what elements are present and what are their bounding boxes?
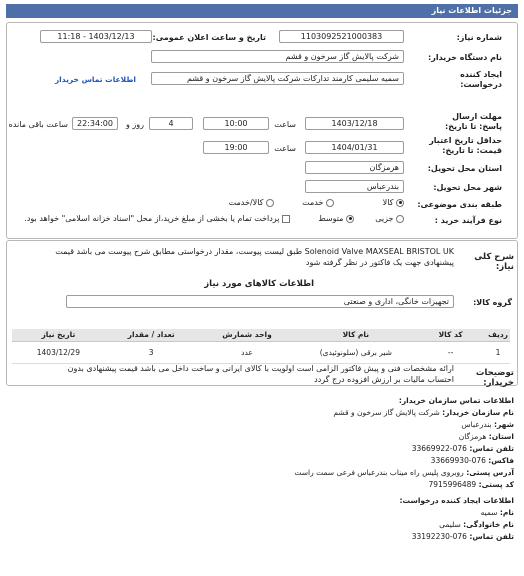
process-option-medium[interactable]: متوسط	[318, 214, 354, 223]
category-label: طبقه بندی موضوعی:	[417, 200, 502, 209]
category-option-service[interactable]: خدمت	[302, 198, 334, 207]
radio-icon[interactable]	[396, 215, 404, 223]
col-qty: تعداد / مقدار	[105, 329, 198, 341]
org-postal-line: کد پستی: 7915996489	[428, 480, 514, 489]
validity-time-field[interactable]: 19:00	[203, 141, 269, 154]
checkbox-icon[interactable]	[282, 215, 290, 223]
remaining-time-field[interactable]: 22:34:00	[72, 117, 118, 130]
radio-icon[interactable]	[346, 215, 354, 223]
radio-icon[interactable]	[396, 199, 404, 207]
need-number-field[interactable]: 1103092521000383	[279, 30, 404, 43]
deadline-date-field[interactable]: 1403/12/18	[305, 117, 404, 130]
creator-name-line: نام: سمیه	[480, 508, 514, 517]
cell-qty: 3	[105, 341, 198, 363]
org-phone-line: تلفن تماس: 076-33669922	[411, 444, 514, 453]
buyer-field[interactable]: شرکت پالایش گاز سرخون و قشم	[151, 50, 404, 63]
radio-icon[interactable]	[326, 199, 334, 207]
province-field[interactable]: هرمزگان	[305, 161, 404, 174]
category-option-goods-service[interactable]: کالا/خدمت	[229, 198, 274, 207]
creator-contact-title: اطلاعات ایجاد کننده درخواست:	[399, 496, 514, 505]
col-row: ردیف	[488, 330, 508, 340]
need-number-label: شماره نیاز:	[456, 33, 502, 42]
description-line-2: پیشنهادی جهت یک فاکتور در نظر گرفته شود	[305, 258, 454, 267]
cell-code: --	[415, 341, 486, 363]
process-label: نوع فرآیند خرید :	[434, 216, 502, 225]
org-address-line: آدرس پستی: روبروی پلیس راه میناب بندرعباس فرعی سمت راست	[294, 468, 514, 477]
goods-group-field[interactable]: تجهیزات خانگی، اداری و صنعتی	[66, 295, 454, 308]
validity-label: حداقل تاریخ اعتبار قیمت: تا تاریخ:	[429, 136, 502, 155]
org-contact-title: اطلاعات تماس سازمان خریدار:	[398, 396, 514, 405]
creator-family-line: نام خانوادگی: سلیمی	[439, 520, 514, 529]
treasury-option[interactable]: پرداخت تمام یا بخشی از مبلغ خرید،از محل "اسناد خزانه اسلامی" خواهد بود.	[24, 214, 290, 223]
creator-label: ایجاد کننده درخواست:	[460, 70, 502, 89]
remaining-label: ساعت باقی مانده	[8, 120, 68, 129]
goods-section-title: اطلاعات کالاهای مورد نیاز	[204, 279, 314, 289]
announce-label: تاریخ و ساعت اعلان عمومی:	[152, 33, 266, 42]
cell-unit: عدد	[198, 341, 297, 363]
deadline-time-field[interactable]: 10:00	[203, 117, 269, 130]
province-label: استان محل تحویل:	[427, 164, 502, 173]
page-title: جزئیات اطلاعات نیاز	[431, 6, 512, 15]
cell-row: 1	[486, 341, 510, 363]
col-code: کد کالا	[415, 329, 486, 341]
goods-table	[12, 329, 510, 364]
city-label: شهر محل تحویل:	[433, 183, 502, 192]
deadline-time-label: ساعت	[274, 120, 296, 129]
buyer-notes-label: توضیحات خریدار:	[475, 368, 514, 388]
org-city-line: شهر: بندرعباس	[461, 420, 514, 429]
deadline-label: مهلت ارسال پاسخ: تا تاریخ:	[445, 112, 502, 131]
creator-field[interactable]: سمیه سلیمی کارمند تدارکات شرکت پالایش گاز سرخون و قشم	[151, 72, 404, 85]
description-line-1: Solenoid Valve MAXSEAL BRISTOL UK طبق لیست پیوست، مقدار درخواستی مطابق شرح پیوست می باشد قیمت	[55, 247, 454, 256]
validity-date-field[interactable]: 1404/01/31	[305, 141, 404, 154]
radio-icon[interactable]	[266, 199, 274, 207]
table-row[interactable]	[12, 341, 510, 363]
org-fax-line: فاکس: 076-33669930	[430, 456, 514, 465]
days-label: روز و	[126, 120, 144, 129]
buyer-notes-line-2: احتساب مالیات بر ارزش افزوده درج گردد	[314, 375, 454, 384]
process-option-minor[interactable]: جزیی	[375, 214, 404, 223]
days-field[interactable]: 4	[149, 117, 193, 130]
col-unit: واحد شمارش	[198, 329, 297, 341]
col-date: تاریخ نیاز	[12, 329, 105, 341]
validity-time-label: ساعت	[274, 144, 296, 153]
org-province-line: استان: هرمزگان	[458, 432, 514, 441]
buyer-contact-link[interactable]: اطلاعات تماس خریدار	[54, 75, 136, 84]
city-field[interactable]: بندرعباس	[305, 180, 404, 193]
category-option-goods[interactable]: کالا	[383, 198, 404, 207]
col-name: نام کالا	[296, 329, 415, 341]
creator-phone-line: تلفن تماس: 076-33192230	[411, 532, 514, 541]
cell-name: شیر برقی (سلونوئیدی)	[296, 341, 415, 363]
page-header	[6, 4, 518, 18]
cell-date: 1403/12/29	[12, 341, 105, 363]
goods-table-header	[12, 329, 510, 341]
goods-group-label: گروه کالا:	[473, 298, 512, 307]
buyer-label: نام دستگاه خریدار:	[428, 53, 502, 62]
buyer-notes-line-1: ارائه مشخصات فنی و پیش فاکتور الزامی است اولویت با کالای ایرانی و ساخت داخل می باشد قیمت پیشنهادی بدون	[67, 364, 454, 373]
announce-datetime-field[interactable]: 1403/12/13 - 11:18	[40, 30, 152, 43]
org-name-line: نام سازمان خریدار: شرکت پالایش گاز سرخون و قشم	[333, 408, 514, 417]
description-label: شرح کلی نیاز:	[474, 252, 514, 272]
